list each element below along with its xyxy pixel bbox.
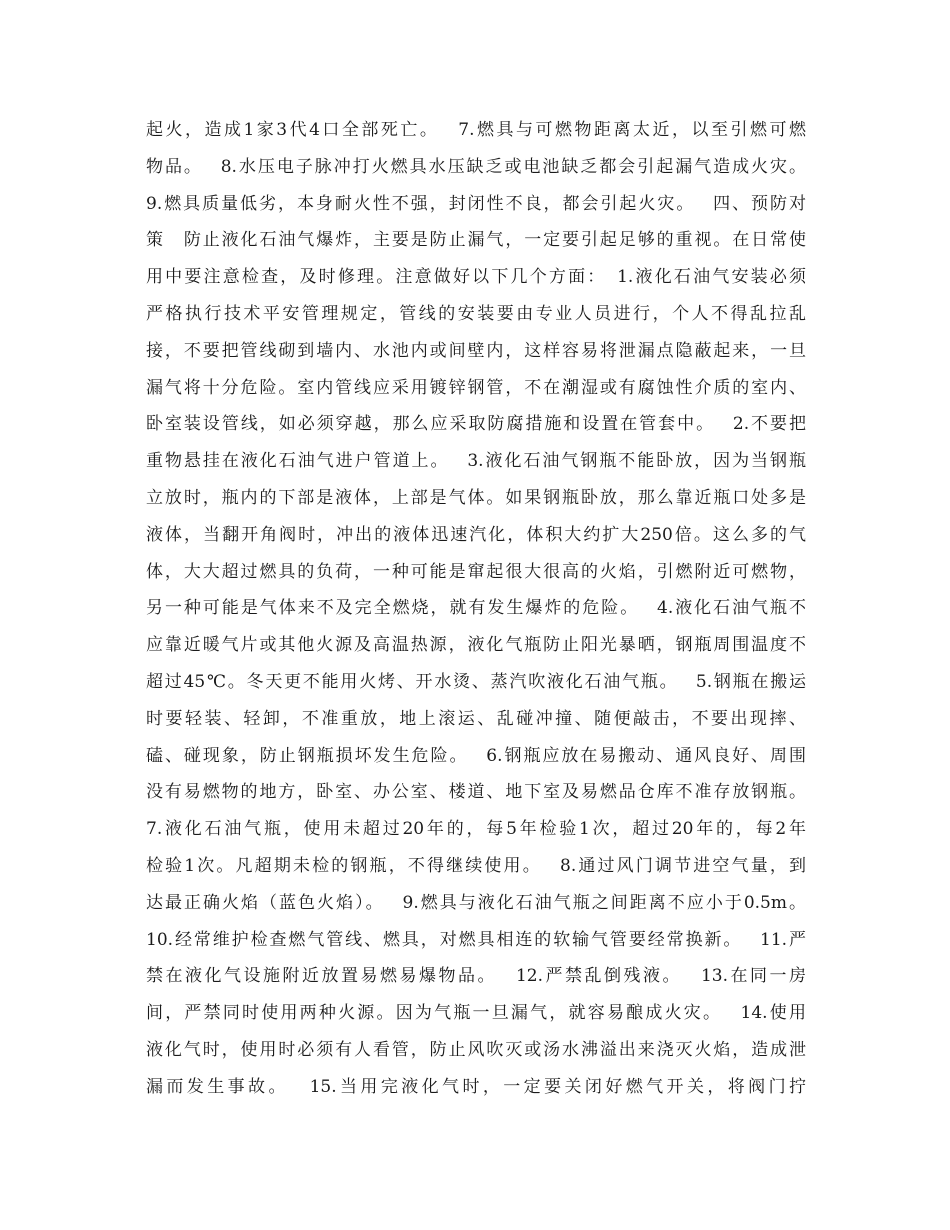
text-line: 严格执行技术平安管理规定，管线的安装要由专业人员进行，个人不得乱拉乱 (146, 303, 806, 324)
text-line: 物品。 8.水压电子脉冲打火燃具水压缺乏或电池缺乏都会引起漏气造成火灾。 (146, 156, 806, 177)
text-line: 检验1次。凡超期未检的钢瓶，不得继续使用。 8.通过风门调节进空气量，到 (146, 855, 806, 876)
text-line: 立放时，瓶内的下部是液体，上部是气体。如果钢瓶卧放，那么靠近瓶口处多是 (146, 487, 806, 508)
document-body (146, 112, 806, 1106)
text-line: 磕、碰现象，防止钢瓶损坏发生危险。 6.钢瓶应放在易搬动、通风良好、周围 (146, 745, 806, 766)
text-line: 超过45℃。冬天更不能用火烤、开水烫、蒸汽吹液化石油气瓶。 5.钢瓶在搬运 (146, 671, 806, 692)
text-line: 达最正确火焰（蓝色火焰）。 9.燃具与液化石油气瓶之间距离不应小于0.5m。 (146, 892, 806, 913)
text-line: 没有易燃物的地方，卧室、办公室、楼道、地下室及易燃品仓库不准存放钢瓶。 (146, 782, 806, 803)
text-line: 接，不要把管线砌到墙内、水池内或间壁内，这样容易将泄漏点隐蔽起来，一旦 (146, 340, 806, 361)
text-line: 应靠近暖气片或其他火源及高温热源，液化气瓶防止阳光暴晒，钢瓶周围温度不 (146, 635, 806, 656)
text-line: 7.液化石油气瓶，使用未超过20年的，每5年检验1次，超过20年的，每2年 (146, 819, 806, 840)
text-line: 时要轻装、轻卸，不准重放，地上滚运、乱碰冲撞、随便敲击，不要出现摔、 (146, 708, 806, 729)
text-line: 液化气时，使用时必须有人看管，防止风吹灭或汤水沸溢出来浇灭火焰，造成泄 (146, 1039, 806, 1060)
text-line: 禁在液化气设施附近放置易燃易爆物品。 12.严禁乱倒残液。 13.在同一房 (146, 966, 806, 987)
text-line: 用中要注意检查，及时修理。注意做好以下几个方面： 1.液化石油气安装必须 (146, 267, 806, 288)
text-line: 液体，当翻开角阀时，冲出的液体迅速汽化，体积大约扩大250倍。这么多的气 (146, 524, 806, 545)
text-line: 策 防止液化石油气爆炸，主要是防止漏气，一定要引起足够的重视。在日常使 (146, 230, 806, 251)
text-line: 卧室装设管线，如必须穿越，那么应采取防腐措施和设置在管套中。 2.不要把 (146, 414, 806, 435)
text-line: 另一种可能是气体来不及完全燃烧，就有发生爆炸的危险。 4.液化石油气瓶不 (146, 598, 806, 619)
text-line: 间，严禁同时使用两种火源。因为气瓶一旦漏气，就容易酿成火灾。 14.使用 (146, 1003, 806, 1024)
text-line: 漏气将十分危险。室内管线应采用镀锌钢管，不在潮湿或有腐蚀性介质的室内、 (146, 377, 806, 398)
text-line: 重物悬挂在液化石油气进户管道上。 3.液化石油气钢瓶不能卧放，因为当钢瓶 (146, 451, 806, 472)
text-line: 10.经常维护检查燃气管线、燃具，对燃具相连的软输气管要经常换新。 11.严 (146, 929, 806, 950)
text-line: 体，大大超过燃具的负荷，一种可能是窜起很大很高的火焰，引燃附近可燃物， (146, 561, 806, 582)
text-line: 漏而发生事故。 15.当用完液化气时，一定要关闭好燃气开关，将阀门拧 (146, 1076, 806, 1097)
text-line: 起火，造成1家3代4口全部死亡。 7.燃具与可燃物距离太近，以至引燃可燃 (146, 120, 806, 140)
text-line: 9.燃具质量低劣，本身耐火性不强，封闭性不良，都会引起火灾。 四、预防对 (146, 193, 806, 214)
